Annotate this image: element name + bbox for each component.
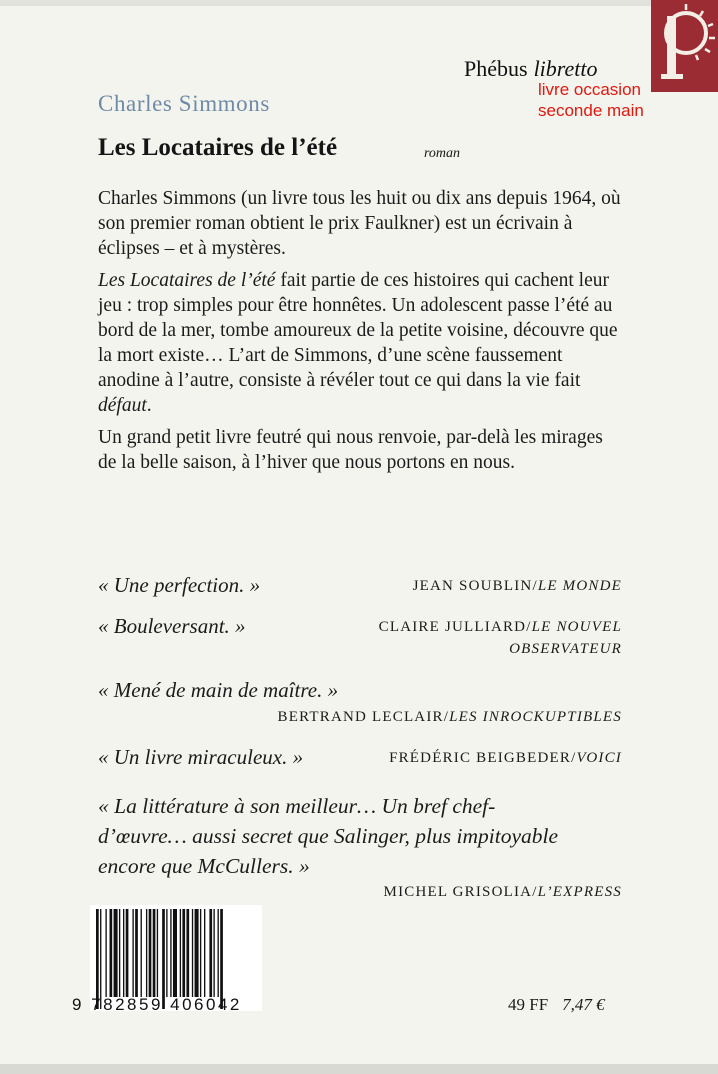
barcode-bar: [186, 909, 189, 997]
author-name: Charles Simmons: [98, 91, 270, 116]
quote-1-source: [413, 578, 622, 595]
barcode-bar: [146, 909, 147, 997]
quote-4-source: [389, 750, 622, 767]
series-name: libretto: [533, 56, 598, 81]
quote-2-source: [379, 619, 622, 636]
price-francs: 49 FF: [508, 995, 549, 1014]
quote-3-source: [278, 709, 622, 726]
publisher-name: Phébus: [464, 56, 528, 81]
quote-5-critic: MICHEL GRISOLIA/: [383, 884, 538, 900]
blurb-title-ref: Les Locataires de l’été: [98, 270, 276, 291]
quote-2-outlet: LE NOUVEL: [531, 619, 622, 635]
sticker-line-1: livre occasion: [538, 80, 641, 99]
phebus-logo: [651, 0, 718, 92]
quote-5: « La littérature à son meilleur… Un bref chef-d’œuvre… aussi secret que Salinger, plus impitoyable encore que McCullers. »: [98, 794, 559, 878]
barcode-bar: [119, 909, 120, 997]
barcode-bar: [132, 909, 133, 997]
quote-4: « Un livre miraculeux. »: [98, 745, 304, 769]
blurb: [98, 186, 623, 482]
cover-bottom-edge: [0, 1064, 718, 1074]
barcode-bar: [110, 909, 113, 997]
book-genre: roman: [424, 146, 461, 161]
barcode-bar: [166, 909, 167, 997]
quote-2-source-cont: [509, 641, 622, 658]
blurb-paragraph-1: Charles Simmons (un livre tous les huit ou dix ans depuis 1964, où son premier roman obtient le prix Faulkner) est un écrivain à éclipses – et à mystères.: [98, 188, 621, 259]
barcode-bar: [149, 909, 152, 997]
quote-5-outlet: L’EXPRESS: [537, 884, 622, 900]
barcode-bar: [209, 909, 212, 997]
quote-1: « Une perfection. »: [98, 573, 261, 597]
sticker-line-2: seconde main: [538, 101, 644, 120]
blurb-p2-end: .: [146, 395, 152, 416]
barcode-bar: [218, 909, 219, 997]
barcode-bar: [126, 909, 129, 997]
barcode-bar: [100, 909, 101, 1009]
barcode-bar: [96, 909, 99, 1009]
blurb-emphasis: défaut: [98, 395, 147, 416]
quote-5-source: [384, 884, 622, 901]
quote-3: « Mené de main de maître. »: [98, 678, 339, 702]
barcode-bar: [170, 909, 171, 997]
quote-1-critic: JEAN SOUBLIN/: [412, 578, 538, 594]
quote-2-outlet-2: OBSERVATEUR: [509, 641, 622, 657]
barcode-bar: [114, 909, 118, 997]
price: [508, 995, 605, 1015]
barcode-bar: [153, 909, 156, 997]
book-title: Les Locataires de l’été: [98, 134, 338, 161]
barcode-bar: [204, 909, 205, 997]
quote-3-critic: BERTRAND LECLAIR/: [277, 709, 450, 725]
barcode-bar: [200, 909, 201, 997]
quote-4-critic: FRÉDÉRIC BEIGBEDER/: [389, 750, 577, 766]
barcode-bar: [195, 909, 199, 997]
blurb-paragraph-2: [98, 268, 623, 418]
barcode-bar: [192, 909, 193, 997]
barcode-bar: [141, 909, 142, 997]
barcode-bar: [123, 909, 124, 997]
barcode-bar: [220, 909, 223, 1009]
quote-2-critic: CLAIRE JULLIARD/: [378, 619, 532, 635]
quote-4-outlet: VOICI: [576, 750, 622, 766]
quote-2: « Bouleversant. »: [98, 614, 246, 638]
blurb-p2-text: fait partie de ces histoires qui cachent leur jeu : trop simples pour être honnêtes. Un adolescent passe l’été au bord de la mer, tombe amoureux de la petite voisine, découvre que la mort existe… L’art de Simmons, d’une scène faussement anodine à l’autre, consiste à révéler tout ce qui dans la vie fait: [98, 270, 618, 391]
barcode-bar: [135, 909, 138, 997]
price-euros: 7,47 €: [562, 995, 605, 1014]
cover-top-edge: [0, 0, 718, 6]
barcode-bar: [173, 909, 177, 997]
barcode-bar: [162, 909, 165, 1009]
isbn-number: 9 782859 406042: [72, 995, 242, 1014]
barcode-bar: [180, 909, 181, 997]
quote-3-outlet: LES INROCKUPTIBLES: [449, 709, 622, 725]
barcode-bar: [182, 909, 185, 997]
barcode-bar: [157, 909, 158, 997]
phebus-p-icon: [651, 0, 718, 92]
barcode-bar: [105, 909, 106, 997]
used-book-sticker: [538, 79, 644, 121]
barcode-bar: [213, 909, 214, 997]
quote-1-outlet: LE MONDE: [537, 578, 622, 594]
blurb-paragraph-3: Un grand petit livre feutré qui nous renvoie, par-delà les mirages de la belle saison, à l’hiver que nous portons en nous.: [98, 427, 603, 473]
